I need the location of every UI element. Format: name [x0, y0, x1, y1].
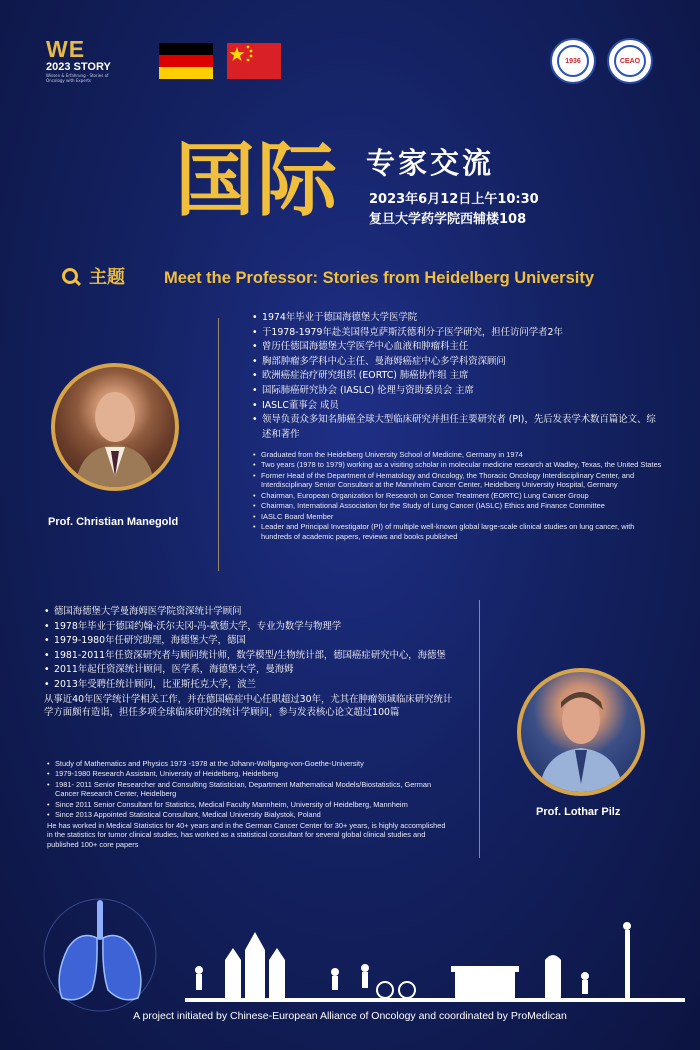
prof2-summary-en: He has worked in Medical Statistics for 40+ years and in the German Cancer Center for 30+ years, is highly accomplished in the statistics for tumor clinical studies, has worked as a statistical consultant for several global clinical studies and published 100+ core papers: [47, 820, 446, 849]
list-item: • 国际肺癌研究协会 (IASLC) 伦理与资助委员会 主席: [252, 384, 662, 399]
prof1-bio-cn: [252, 311, 662, 442]
list-item: • 1979-1980年任研究助理，海德堡大学，德国: [44, 634, 454, 649]
logo-we-text: WE: [46, 36, 86, 62]
list-item: • 欧洲癌症治疗研究组织 (EORTC) 肺癌协作组 主席: [252, 369, 662, 384]
list-item: • 于1978-1979年赴美国得克萨斯沃德利分子医学研究，担任访问学者2年: [252, 326, 662, 341]
page-title: 国际: [175, 134, 339, 227]
event-details: [369, 190, 539, 230]
list-item: • Chairman, International Association for the Study of Lung Cancer (IASLC) Ethics and Finance Committee: [253, 501, 663, 510]
list-item: • Leader and Principal Investigator (PI) of multiple well-known global large-scale clinical studies on lung cancer, with hundreds of academic papers, reviews and books published: [253, 522, 663, 541]
list-item: • 2013年受聘任统计顾问，比亚斯托克大学，波兰: [44, 678, 454, 693]
list-item: • 德国海德堡大学曼海姆医学院资深统计学顾问: [44, 605, 454, 620]
list-item: • Since 2013 Appointed Statistical Consultant, Medical University Bialystok, Poland: [47, 810, 449, 819]
seal-ceao: CEAO: [619, 57, 641, 65]
lungs-icon: [40, 880, 160, 1020]
university-seal-icon: [550, 38, 596, 84]
list-item: • 1981- 2011 Senior Researcher and Consulting Statistician, Department Mathematical Models/Biostatistics, German Cancer Research Center, Heidelberg: [47, 780, 449, 799]
logo-year-text: 2023 STORY: [46, 61, 111, 73]
prof1-bio-en: [253, 450, 663, 542]
list-item: • IASLC Board Member: [253, 512, 663, 521]
prof2-summary-cn: 从事近40年医学统计学相关工作，并在德国癌症中心任职超过30年，尤其在肿瘤领域临床研究统计学方面颇有造诣，担任多项全球临床研究的统计学顾问，参与发表核心论文超过100篇: [44, 693, 453, 719]
prof1-photo: [51, 363, 179, 491]
germany-flag-icon: [159, 43, 213, 79]
prof2-bio-en: [47, 759, 449, 849]
list-item: • 胸部肿瘤多学科中心主任、曼海姆癌症中心多学科资深顾问: [252, 355, 662, 370]
list-item: • Study of Mathematics and Physics 1973 -1978 at the Johann-Wolfgang-von-Goethe-University: [47, 759, 449, 768]
section-divider: [479, 600, 480, 858]
section-divider: [218, 318, 219, 571]
list-item: • Since 2011 Senior Consultant for Statistics, Medical Faculty Mannheim, University of Heidelberg, Mannheim: [47, 800, 449, 809]
ceao-seal-icon: [607, 38, 653, 84]
list-item: • 1978年毕业于德国约翰-沃尔夫冈-冯-歌德大学，专业为数学与物理学: [44, 620, 454, 635]
topic-title: Meet the Professor: Stories from Heidelberg University: [164, 269, 595, 287]
list-item: • Graduated from the Heidelberg University School of Medicine, Germany in 1974: [253, 450, 663, 459]
prof2-bio-cn: [44, 605, 454, 720]
china-flag-icon: [227, 43, 281, 79]
search-icon: [62, 268, 78, 284]
page-subtitle: 专家交流: [366, 146, 495, 180]
list-item: • Two years (1978 to 1979) working as a visiting scholar in molecular medicine research at Wadley, Texas, the United States: [253, 460, 663, 469]
prof2-name: Prof. Lothar Pilz: [536, 806, 621, 818]
list-item: • 曾历任德国海德堡大学医学中心血液和肿瘤科主任: [252, 340, 662, 355]
city-skyline-illustration: [185, 910, 685, 1002]
list-item: • 2011年起任资深统计顾问，医学系，海德堡大学，曼海姆: [44, 663, 454, 678]
footer-text: A project initiated by Chinese-European Alliance of Oncology and coordinated by ProMedican: [133, 1010, 567, 1022]
topic-label: 主题: [89, 267, 125, 288]
list-item: • 领导负责众多知名肺癌全球大型临床研究并担任主要研究者 (PI)，先后发表学术数百篇论文、综述和著作: [252, 413, 662, 442]
we-story-logo: [46, 38, 126, 83]
seal-year: 1936: [565, 57, 581, 65]
event-venue: 复旦大学药学院西辅楼108: [369, 212, 527, 227]
list-item: • 1974年毕业于德国海德堡大学医学院: [252, 311, 662, 326]
list-item: • 1981-2011年任资深研究者与顾问统计师，数学模型/生物统计部，德国癌症研究中心，海德堡: [44, 649, 454, 664]
topic-header: [62, 263, 125, 289]
list-item: • Chairman, European Organization for Research on Cancer Treatment (EORTC) Lung Cancer Group: [253, 491, 663, 500]
logo-tagline: Wissen & Erfahrung · Stories of Oncology with Experts: [46, 73, 109, 83]
event-datetime: 2023年6月12日上午10:30: [369, 192, 539, 207]
list-item: • Former Head of the Department of Hematology and Oncology, the Thoracic Oncology Interdisciplinary Center, and Interdisciplinary Senior Consultant at the Mannheim Cancer Center, Heidelberg University Hospital, Germany: [253, 471, 663, 490]
prof1-name: Prof. Christian Manegold: [48, 516, 179, 528]
list-item: • 1979-1980 Research Assistant, University of Heidelberg, Heidelberg: [47, 769, 449, 778]
prof2-photo: [517, 668, 645, 796]
list-item: • IASLC董事会 成员: [252, 399, 662, 414]
